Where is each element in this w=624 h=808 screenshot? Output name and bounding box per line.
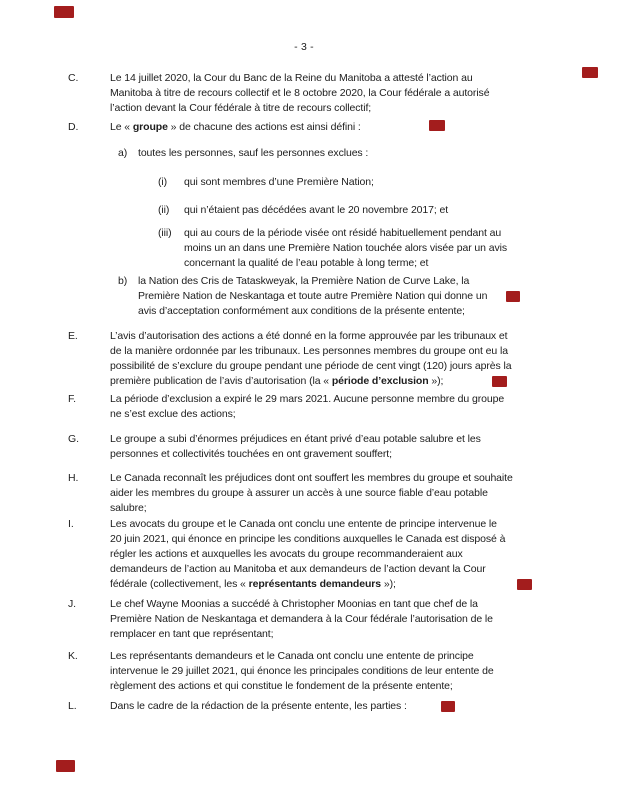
red-annotation-mark	[54, 6, 74, 18]
text-line	[110, 360, 511, 372]
recital-label-K: K.	[68, 650, 78, 662]
text-line	[110, 533, 505, 545]
recital-label-i: (i)	[158, 176, 168, 188]
text-line	[110, 563, 486, 575]
bold-term: groupe	[132, 121, 168, 133]
text-segment: concernant la qualité de l’eau potable à long terme; et	[184, 257, 429, 269]
text-segment: qui sont membres d’une Première Nation;	[184, 176, 374, 188]
red-annotation-mark	[506, 291, 520, 302]
text-line	[110, 502, 147, 514]
text-line	[110, 700, 407, 712]
text-segment: 20 juin 2021, qui énonce en principe les conditions auxquelles le Canada est disposé à	[110, 533, 506, 545]
text-segment: Le groupe a subi d’énormes préjudices en étant privé d’eau potable salubre et les	[110, 433, 481, 445]
text-line	[110, 448, 392, 460]
text-segment: régler les actions et auxquelles les avocats du groupe recommanderaient aux	[110, 548, 463, 560]
text-line	[110, 345, 508, 357]
text-line	[138, 305, 465, 317]
text-segment: moins un an dans une Première Nation touchée alors visée par un avis	[184, 242, 507, 254]
text-line	[138, 147, 368, 159]
text-segment: remplacer en tant que représentant;	[110, 628, 274, 640]
recital-label-b: b)	[118, 275, 128, 287]
red-annotation-mark	[492, 376, 507, 387]
text-segment: Première Nation de Neskantaga et toute autre Première Nation qui donne un	[138, 290, 488, 302]
text-segment: fédérale (collectivement, les «	[110, 578, 249, 590]
text-segment: de la manière ordonnée par les tribunaux. Les personnes membres du groupe ont eu la	[110, 345, 508, 357]
text-segment: toutes les personnes, sauf les personnes exclues :	[138, 147, 369, 159]
text-segment: personnes et collectivités touchées en ont gravement souffert;	[110, 448, 392, 460]
text-segment: la Nation des Cris de Tataskweyak, la Première Nation de Curve Lake, la	[138, 275, 470, 287]
text-line	[110, 650, 474, 662]
text-segment: possibilité de s’exclure du groupe pendant une période de cent vingt (120) jours après la	[110, 360, 512, 372]
recital-label-C: C.	[68, 72, 79, 84]
text-segment: Les avocats du groupe et le Canada ont conclu une entente de principe intervenue le	[110, 518, 497, 530]
text-segment: Dans le cadre de la rédaction de la présente entente, les parties :	[110, 700, 407, 712]
text-line	[184, 204, 448, 216]
text-line	[110, 72, 473, 84]
text-line	[110, 487, 488, 499]
text-line	[110, 87, 489, 99]
red-annotation-mark	[582, 67, 598, 78]
page-number: - 3 -	[294, 41, 314, 53]
text-segment: aider les membres du groupe à assurer un accès à une source fiable d’eau potable	[110, 487, 488, 499]
bold-term: représentants demandeurs	[248, 578, 382, 590]
text-segment: L’avis d’autorisation des actions a été donné en la forme approuvée par les tribunaux et	[110, 330, 508, 342]
text-line	[138, 290, 487, 302]
text-line	[110, 598, 478, 610]
recital-label-L: L.	[68, 700, 77, 712]
red-annotation-mark	[429, 120, 445, 131]
text-line	[110, 518, 497, 530]
text-segment: ne s’est exclue des actions;	[110, 408, 236, 420]
text-segment: Les représentants demandeurs et le Canada ont conclu une entente de principe	[110, 650, 474, 662]
text-line	[110, 330, 507, 342]
red-annotation-mark	[441, 701, 455, 712]
bold-term: période d’exclusion	[331, 375, 429, 387]
recital-label-ii: (ii)	[158, 204, 170, 216]
red-annotation-mark	[517, 579, 532, 590]
text-line	[110, 628, 273, 640]
recital-label-I: I.	[68, 518, 74, 530]
recital-label-F: F.	[68, 393, 76, 405]
text-line	[110, 680, 453, 692]
text-segment: » de chacune des actions est ainsi défini :	[167, 121, 361, 133]
text-segment: Le chef Wayne Moonias a succédé à Christopher Moonias en tant que chef de la	[110, 598, 478, 610]
text-line	[184, 227, 501, 239]
text-line	[110, 408, 236, 420]
text-line	[110, 393, 504, 405]
text-line	[110, 375, 443, 387]
text-segment: qui au cours de la période visée ont résidé habituellement pendant au	[184, 227, 502, 239]
text-line	[110, 548, 463, 560]
recital-label-a: a)	[118, 147, 128, 159]
text-segment: Manitoba à titre de recours collectif et le 8 octobre 2020, la Cour fédérale a autorisé	[110, 87, 490, 99]
text-line	[110, 665, 494, 677]
text-line	[184, 176, 374, 188]
text-segment: intervenue le 29 juillet 2021, qui énonce les principales conditions de leur entente de	[110, 665, 494, 677]
text-segment: »);	[381, 578, 396, 590]
text-line	[138, 275, 469, 287]
recital-label-iii: (iii)	[158, 227, 172, 239]
text-segment: l’action devant la Cour fédérale à titre de recours collectif;	[110, 102, 372, 114]
text-segment: salubre;	[110, 502, 147, 514]
text-segment: Le 14 juillet 2020, la Cour du Banc de la Reine du Manitoba a attesté l’action au	[110, 72, 473, 84]
red-annotation-mark	[56, 760, 75, 772]
text-segment: »);	[428, 375, 444, 387]
text-line	[184, 242, 507, 254]
text-segment: première publication de l’avis d’autorisation (la «	[110, 375, 332, 387]
text-line	[110, 578, 396, 590]
text-line	[110, 121, 361, 133]
recital-label-H: H.	[68, 472, 79, 484]
text-line	[110, 433, 481, 445]
text-segment: qui n’étaient pas décédées avant le 20 novembre 2017; et	[184, 204, 449, 216]
text-segment: Le Canada reconnaît les préjudices dont ont souffert les membres du groupe et souhaite	[110, 472, 513, 484]
recital-label-J: J.	[68, 598, 76, 610]
text-segment: La période d’exclusion a expiré le 29 mars 2021. Aucune personne membre du groupe	[110, 393, 505, 405]
text-segment: règlement des actions et qui constitue le fondement de la présente entente;	[110, 680, 453, 692]
text-segment: demandeurs de l’action au Manitoba et aux demandeurs de l’action devant la Cour	[110, 563, 486, 575]
recital-label-G: G.	[68, 433, 79, 445]
text-line	[184, 257, 428, 269]
text-line	[110, 613, 493, 625]
text-line	[110, 472, 513, 484]
text-segment: Le «	[110, 121, 133, 133]
recital-label-D: D.	[68, 121, 79, 133]
text-segment: Première Nation de Neskantaga et demandera à la Cour fédérale l’autorisation de le	[110, 613, 493, 625]
text-line	[110, 102, 371, 114]
text-segment: avis d’acceptation conformément aux conditions de la présente entente;	[138, 305, 465, 317]
recital-label-E: E.	[68, 330, 78, 342]
